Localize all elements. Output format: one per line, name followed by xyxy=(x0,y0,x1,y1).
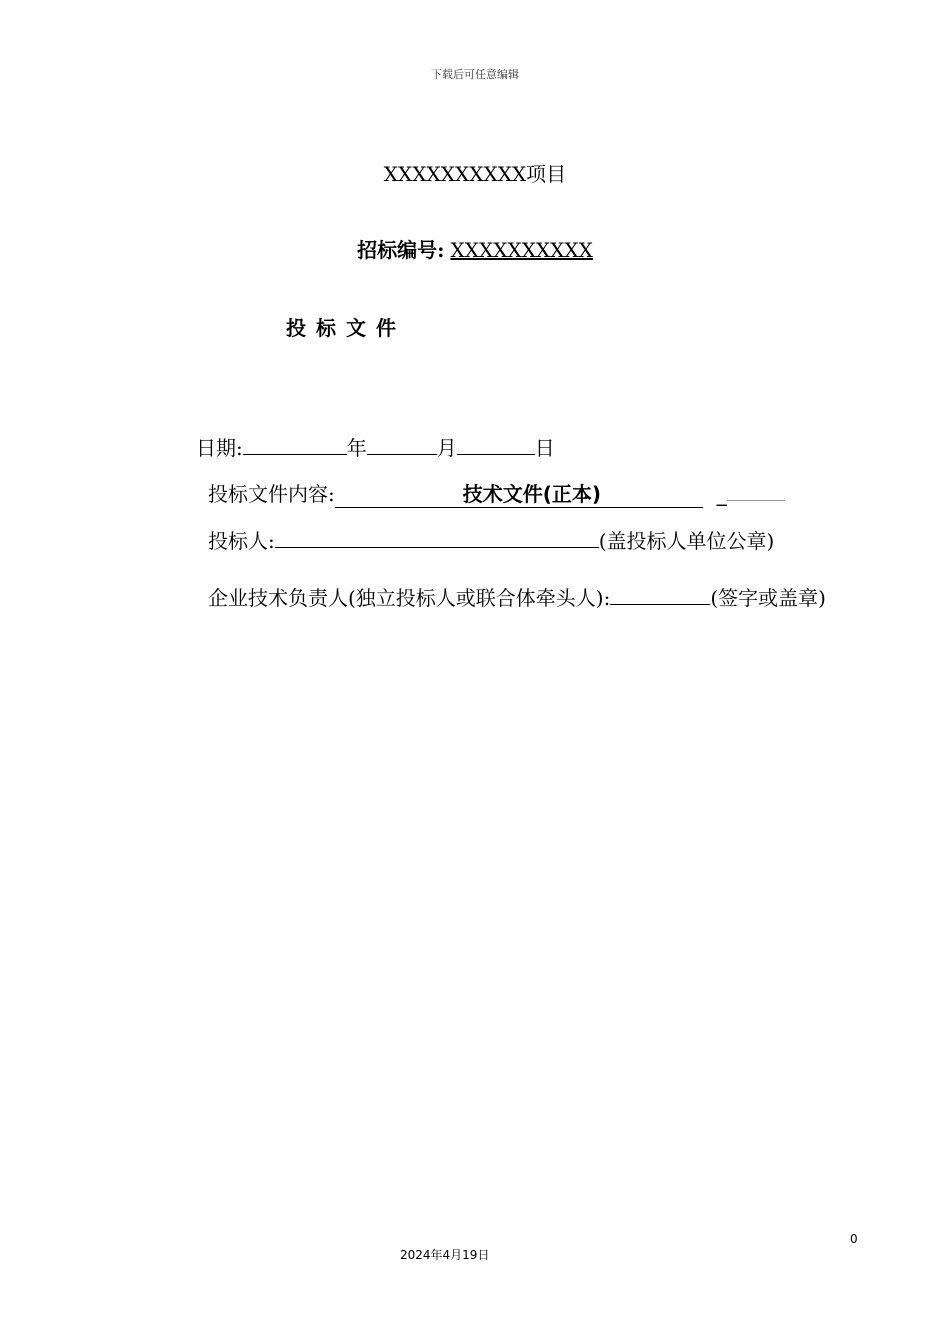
day-label: 日 xyxy=(534,436,555,460)
content-label: 投标文件内容: xyxy=(208,482,335,506)
responsible-note: (签字或盖章) xyxy=(710,586,826,610)
date-label: 日期: xyxy=(196,436,243,460)
year-label: 年 xyxy=(346,436,367,460)
responsible-label: 企业技术负责人(独立投标人或联合体牵头人): xyxy=(208,586,611,610)
bid-number xyxy=(0,234,950,263)
project-title: XXXXXXXXXX项目 xyxy=(383,162,567,186)
header-note: 下载后可任意编辑 xyxy=(431,68,519,81)
page-number: 0 xyxy=(850,1232,858,1246)
responsible-line xyxy=(164,582,912,614)
year-blank xyxy=(243,434,347,455)
content-line xyxy=(208,478,785,508)
month-label: 月 xyxy=(436,436,457,460)
responsible-blank xyxy=(610,584,710,605)
bidder-line xyxy=(208,525,774,554)
bidder-blank xyxy=(275,527,599,548)
bid-number-label: 招标编号: xyxy=(357,238,445,262)
month-blank xyxy=(367,434,437,455)
content-tail-line xyxy=(727,480,785,501)
content-value: 技术文件(正本) xyxy=(335,478,703,508)
bid-number-value: XXXXXXXXXX xyxy=(450,238,593,262)
date-line xyxy=(196,432,555,461)
content-tail-char: _ xyxy=(716,482,727,506)
bidder-note: (盖投标人单位公章) xyxy=(598,529,775,553)
footer-date: 2024年4月19日 xyxy=(400,1248,490,1262)
document-title: 投标文件 xyxy=(286,316,406,340)
day-blank xyxy=(457,434,535,455)
bidder-label: 投标人: xyxy=(208,529,275,553)
